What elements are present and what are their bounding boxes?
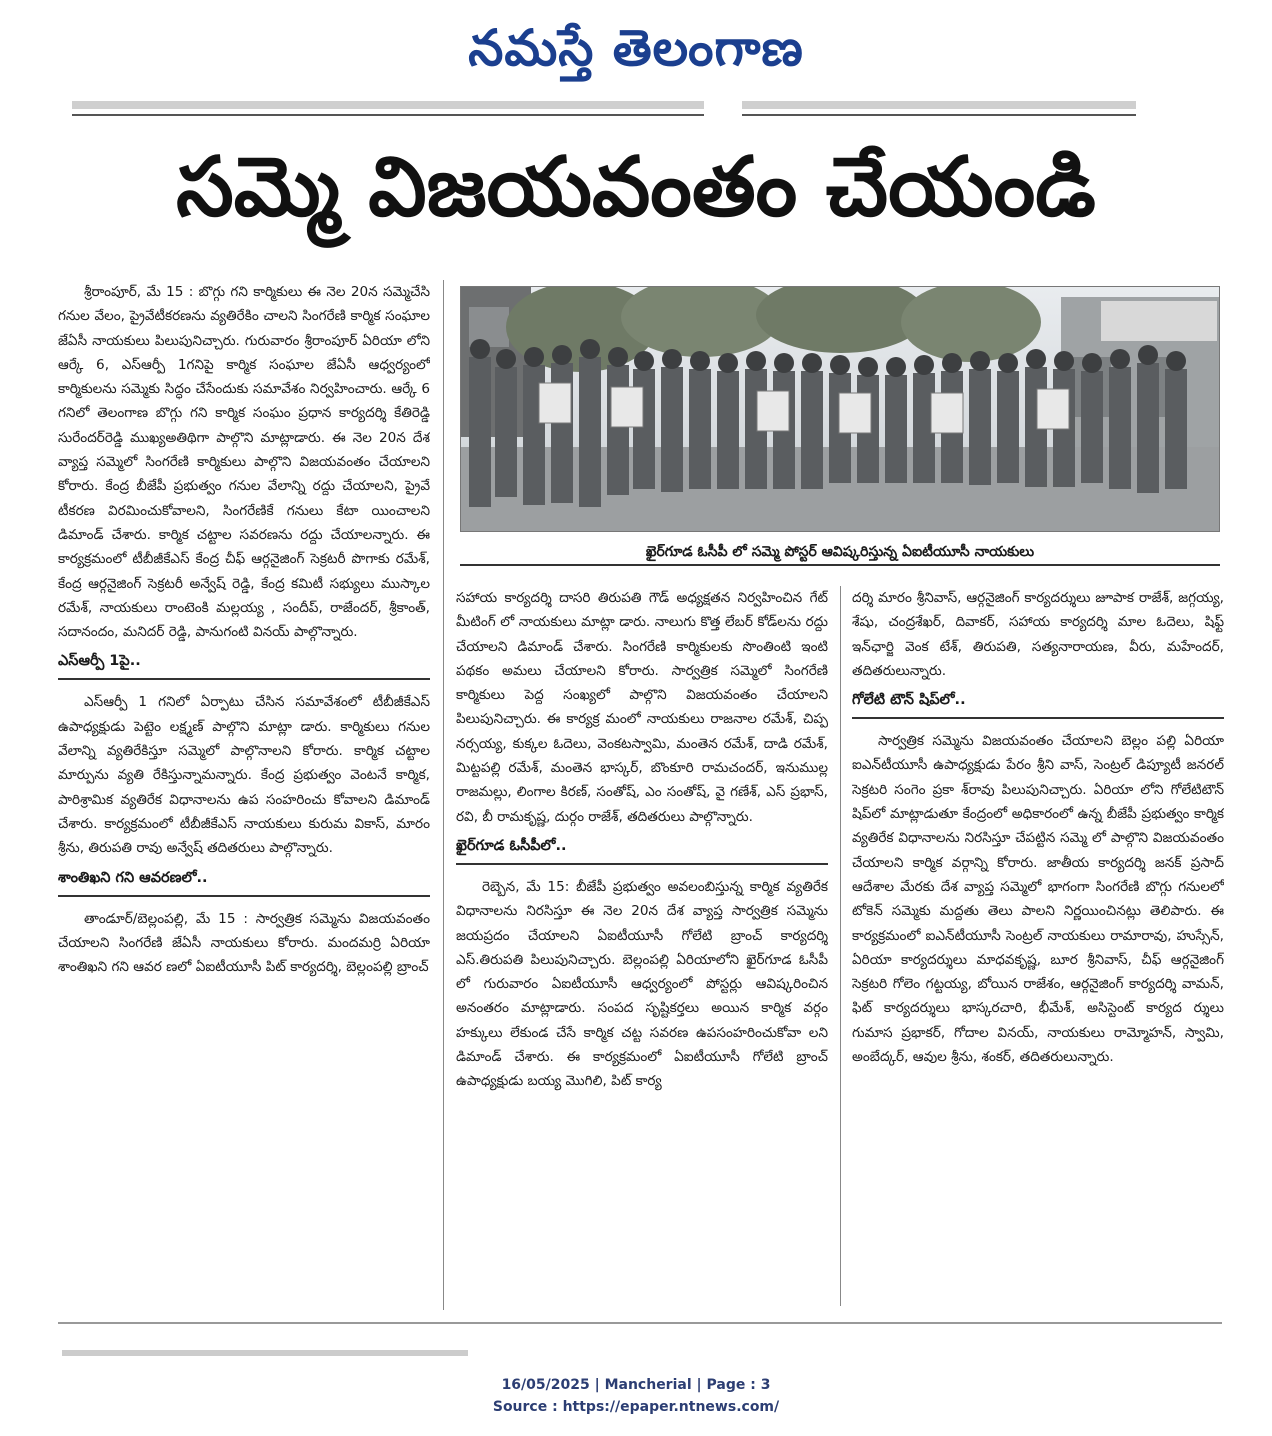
edition-info: 16/05/2025 | Mancherial | Page : 3 — [501, 1377, 771, 1393]
article-column-2 — [456, 586, 828, 1306]
source-link[interactable]: Source : https://epaper.ntnews.com/ — [492, 1399, 780, 1415]
article-column-3 — [852, 586, 1224, 1306]
newspaper-masthead: నమస్తే తెలంగాణ — [468, 18, 804, 77]
article-paragraph: సహాయ కార్యదర్శి దాసరి తిరుపతి గౌడ్ అధ్యక్షతన నిర్వహించిన గేట్ మీటింగ్ లో నాయకులు మాట్లా డారు. నాలుగు కొత్త లేబర్ కోడ్‌లను రద్దు చేయాలని డిమాండ్ చేశారు. సింగరేణి కార్మికులకు సొంతింటి ఇంటి పథకం అమలు చేయాలని కోరారు. సార్వత్రిక సమ్మెలో సింగరేణి కార్మికులు పెద్ద సంఖ్యలో పాల్గొని విజయవంతం చేయాలని పిలుపునిచ్చారు. ఈ కార్యక్ర మంలో నాయకులు రాజనాల రమేశ్, చిప్ప నర్సయ్య, కుక్కల ఓదెలు, వెంకటస్వామి, మంతెన రమేశ్, దాడి రమేశ్, మిట్టపల్లి రమేశ్, మంతెన భాస్కర్, బొంకూరి రామచందర్, ఇనుముల్ల రాజమల్లు, లింగాల కిరణ్, సంతోష్, ఎం సంతోష్, వై గణేశ్, ఎస్ ప్రభాస్, రవి, బీ రామకృష్ణ, దుర్గం రాజేశ్, తదితరులు పాల్గొన్నారు. — [456, 590, 828, 825]
news-photo — [460, 286, 1220, 532]
article-paragraph: సార్వత్రిక సమ్మెను విజయవంతం చేయాలని బెల్లం పల్లి ఏరియా ఐఎన్‌టీయూసీ ఉపాధ్యక్షుడు పేరం శ్రీని వాస్, సెంట్రల్ డిప్యూటీ జనరల్ సెక్రటరి సంగెం ప్రకా శ్‌రావు పిలుపునిచ్చారు. ఏరియా లోని గోలేటిటౌన్ షిప్‌లో మాట్లాడుతూ కేంద్రంలో అధికారంలో ఉన్న బీజేపీ ప్రభుత్వం కార్మిక వ్యతిరేక విధానాలను నిరసిస్తూ చేపట్టిన సమ్మె లో పాల్గొని విజయవంతం చేయాలని కార్మిక వర్గాన్ని కోరారు. జాతీయ కార్యదర్శి జనక్ ప్రసాద్ ఆదేశాల మేరకు దేశ వ్యాప్త సమ్మెలో భాగంగా సింగరేణి బొగ్గు గనులలో టోకెన్ సమ్మెకు మద్దతు తెలు పాలని నిర్ణయించినట్లు తెలిపారు. ఈ కార్యక్రమంలో ఐఎన్‌టీయూసీ సెంట్రల్ నాయకులు రామారావు, హుస్సేన్, ఏరియా కార్యదర్శులు మాధవకృష్ణ, బూర శ్రీనివాస్, చీఫ్ ఆర్గనైజింగ్ సెక్రటరి గోలెం గట్టయ్య, బోయిన రాజేశం, ఆర్గనైజింగ్ కార్యదర్శి వామన్, ఫిట్ కార్యదర్శులు భాస్కరచారి, భీమేశ్, అసిస్టెంట్ కార్యద ర్శులు గుమాస ప్రభాకర్, గోదాల వినయ్, నాయకులు రామ్మోహన్, స్వామి, అంబేద్కర్, ఆవుల శ్రీను, శంకర్, తదితరులున్నారు. — [852, 733, 1224, 1066]
article-paragraph: దర్శి మారం శ్రీనివాస్, ఆర్గనైజింగ్ కార్యదర్శులు జూపాక రాజేశ్, జగ్గయ్య, శేషు, చంద్రశేఖర్, దివాకర్, సహాయ కార్యదర్శి మాల ఓదెలు, షిఫ్ట్ ఇన్‌ఛార్జి వెంక టేశ్, తిరుపతి, సత్యనారాయణ, వీరు, మహేందర్, తదితరులున్నారు. — [852, 590, 1224, 679]
cropped-bottom-strip — [62, 1350, 468, 1356]
column-divider — [443, 280, 444, 1310]
article-paragraph: తాండూర్/బెల్లంపల్లి, మే 15 : సార్వత్రిక సమ్మెను విజయవంతం చేయాలని సింగరేణి జేఏసీ నాయకులు కోరారు. మందమర్రి ఏరియా శాంతిఖని గని ఆవర ణలో ఏఐటీయూసీ పిట్ కార్యదర్శి, బెల్లంపల్లి బ్రాంచ్ — [58, 910, 430, 976]
column-divider — [840, 586, 841, 1306]
cropped-header-strip-left — [72, 98, 704, 116]
section-subheading: గోలేటి టౌన్ షిప్‌లో.. — [852, 687, 1224, 719]
page-bottom-rule — [58, 1322, 1222, 1324]
article-headline: సమ్మె విజయవంతం చేయండి — [176, 140, 1096, 235]
section-subheading: శాంతిఖని గని ఆవరణలో.. — [58, 865, 430, 897]
page-footer — [0, 1374, 1272, 1418]
article-paragraph: రెబ్బెన, మే 15: బీజేపీ ప్రభుత్వం అవలంబిస్తున్న కార్మిక వ్యతిరేక విధానాలను నిరసిస్తూ ఈ నెల 20న దేశ వ్యాప్త సార్వత్రిక సమ్మెను జయప్రదం చేయాలని ఏఐటీయూసీ గోలేటి బ్రాంచ్ కార్యదర్శి ఎస్.తిరుపతి పిలుపునిచ్చారు. బెల్లంపల్లి ఏరియాలోని ఖైర్‌గూడ ఓసీపీ లో గురువారం ఏఐటీయూసీ ఆధ్వర్యంలో పోస్టర్లు ఆవిష్కరించిన అనంతరం మాట్లాడారు. సంపద సృష్టికర్తలు అయిన కార్మిక వర్గం హక్కులు లేకుండ చేసే కార్మిక చట్ట సవరణ ఉపసంహరించుకోవా లని డిమాండ్ చేశారు. ఈ కార్యక్రమంలో ఏఐటీయూసీ గోలేటి బ్రాంచ్ ఉపాధ్యక్షుడు బయ్య మొగిలి, పిట్ కార్య — [456, 878, 828, 1090]
article-column-1 — [58, 280, 430, 1320]
article-paragraph: ఎస్ఆర్పీ 1 గనిలో ఏర్పాటు చేసిన సమావేశంలో టీబీజీకేఎస్ ఉపాధ్యక్షుడు పెట్టెం లక్ష్మణ్ పాల్గొని మాట్లా డారు. కార్మికులు గనుల వేలాన్ని వ్యతిరేకిస్తూ సమ్మెలో పాల్గొనాలని కోరారు. కార్మిక చట్టాల మార్పును వ్యతి రేకిస్తున్నామన్నారు. కేంద్ర ప్రభుత్వం వెంటనే కార్మిక, పారిశ్రామిక వ్యతిరేక విధానాలను ఉప సంహరించు కోవాలని డిమాండ్ చేశారు. కార్యక్రమంలో టీబీజీకేఎస్ నాయకులు కురుమ వికాస్, మారం శ్రీను, తిరుపతి రావు అన్వేష్ తదితరులు పాల్గొన్నారు. — [58, 694, 430, 857]
section-subheading: ఎస్ఆర్పీ 1పై.. — [58, 648, 430, 680]
photo-illustration — [461, 287, 1220, 532]
section-subheading: ఖైర్‌గూడ ఓసీపీలో.. — [456, 833, 828, 865]
cropped-header-strip-right — [742, 98, 1136, 116]
article-paragraph: శ్రీరాంపూర్, మే 15 : బొగ్గు గని కార్మికులు ఈ నెల 20న సమ్మెచేసి గనుల వేలం, ప్రైవేటీకరణను వ్యతిరేకిం చాలని సింగరేణి కార్మిక సంఘాల జేఏసీ నాయకులు పిలుపునిచ్చారు. గురువారం శ్రీరాంపూర్ ఏరియా లోని ఆర్కే 6, ఎస్ఆర్పీ 1గనిపై కార్మిక సంఘాల జేఏసీ ఆధ్వర్యంలో కార్మికులను సమ్మెకు సిద్ధం చేసేందుకు సమావేశం నిర్వహించారు. ఆర్కే 6 గనిలో తెలంగాణ బొగ్గు గని కార్మిక సంఘం ప్రధాన కార్యదర్శి కేతిరెడ్డి సురేందర్‌రెడ్డి ముఖ్యఅతిథిగా పాల్గొని మాట్లాడారు. ఈ నెల 20న దేశ వ్యాప్త సమ్మెలో సింగరేణి కార్మికులు పాల్గొని విజయవంతం చేయాలని కోరారు. కేంద్ర బీజేపీ ప్రభుత్వం గనుల వేలాన్ని రద్దు చేయాలని, ప్రైవే టీకరణ విరమించుకోవాలని, సింగరేణికే గనులు కేటా యించాలని డిమాండ్ చేశారు. కార్మిక చట్టాల సవరణను రద్దు చేయాలన్నారు. ఈ కార్యక్రమంలో టీబీజీకేఎస్ కేంద్ర చీఫ్ ఆర్గనైజింగ్ సెక్రటరీ పొగాకు రమేశ్, కేంద్ర ఆర్గనైజింగ్ సెక్రటరీ అన్వేష్ రెడ్డి, కేంద్ర కమిటీ సభ్యులు ముస్కాల రమేశ్, నాయకులు రాంటెంకి మల్లయ్య , సందీప్, రాజేందర్, శ్రీకాంత్, సదానందం, మనిదర్ రెడ్డి, పానుగంటి వినయ్ పాల్గొన్నారు. — [58, 284, 430, 641]
photo-caption: ఖైర్‌గూడ ఓసీపీ లో సమ్మె పోస్టర్ ఆవిష్కరిస్తున్న ఏఐటీయూసీ నాయకులు — [460, 538, 1220, 566]
